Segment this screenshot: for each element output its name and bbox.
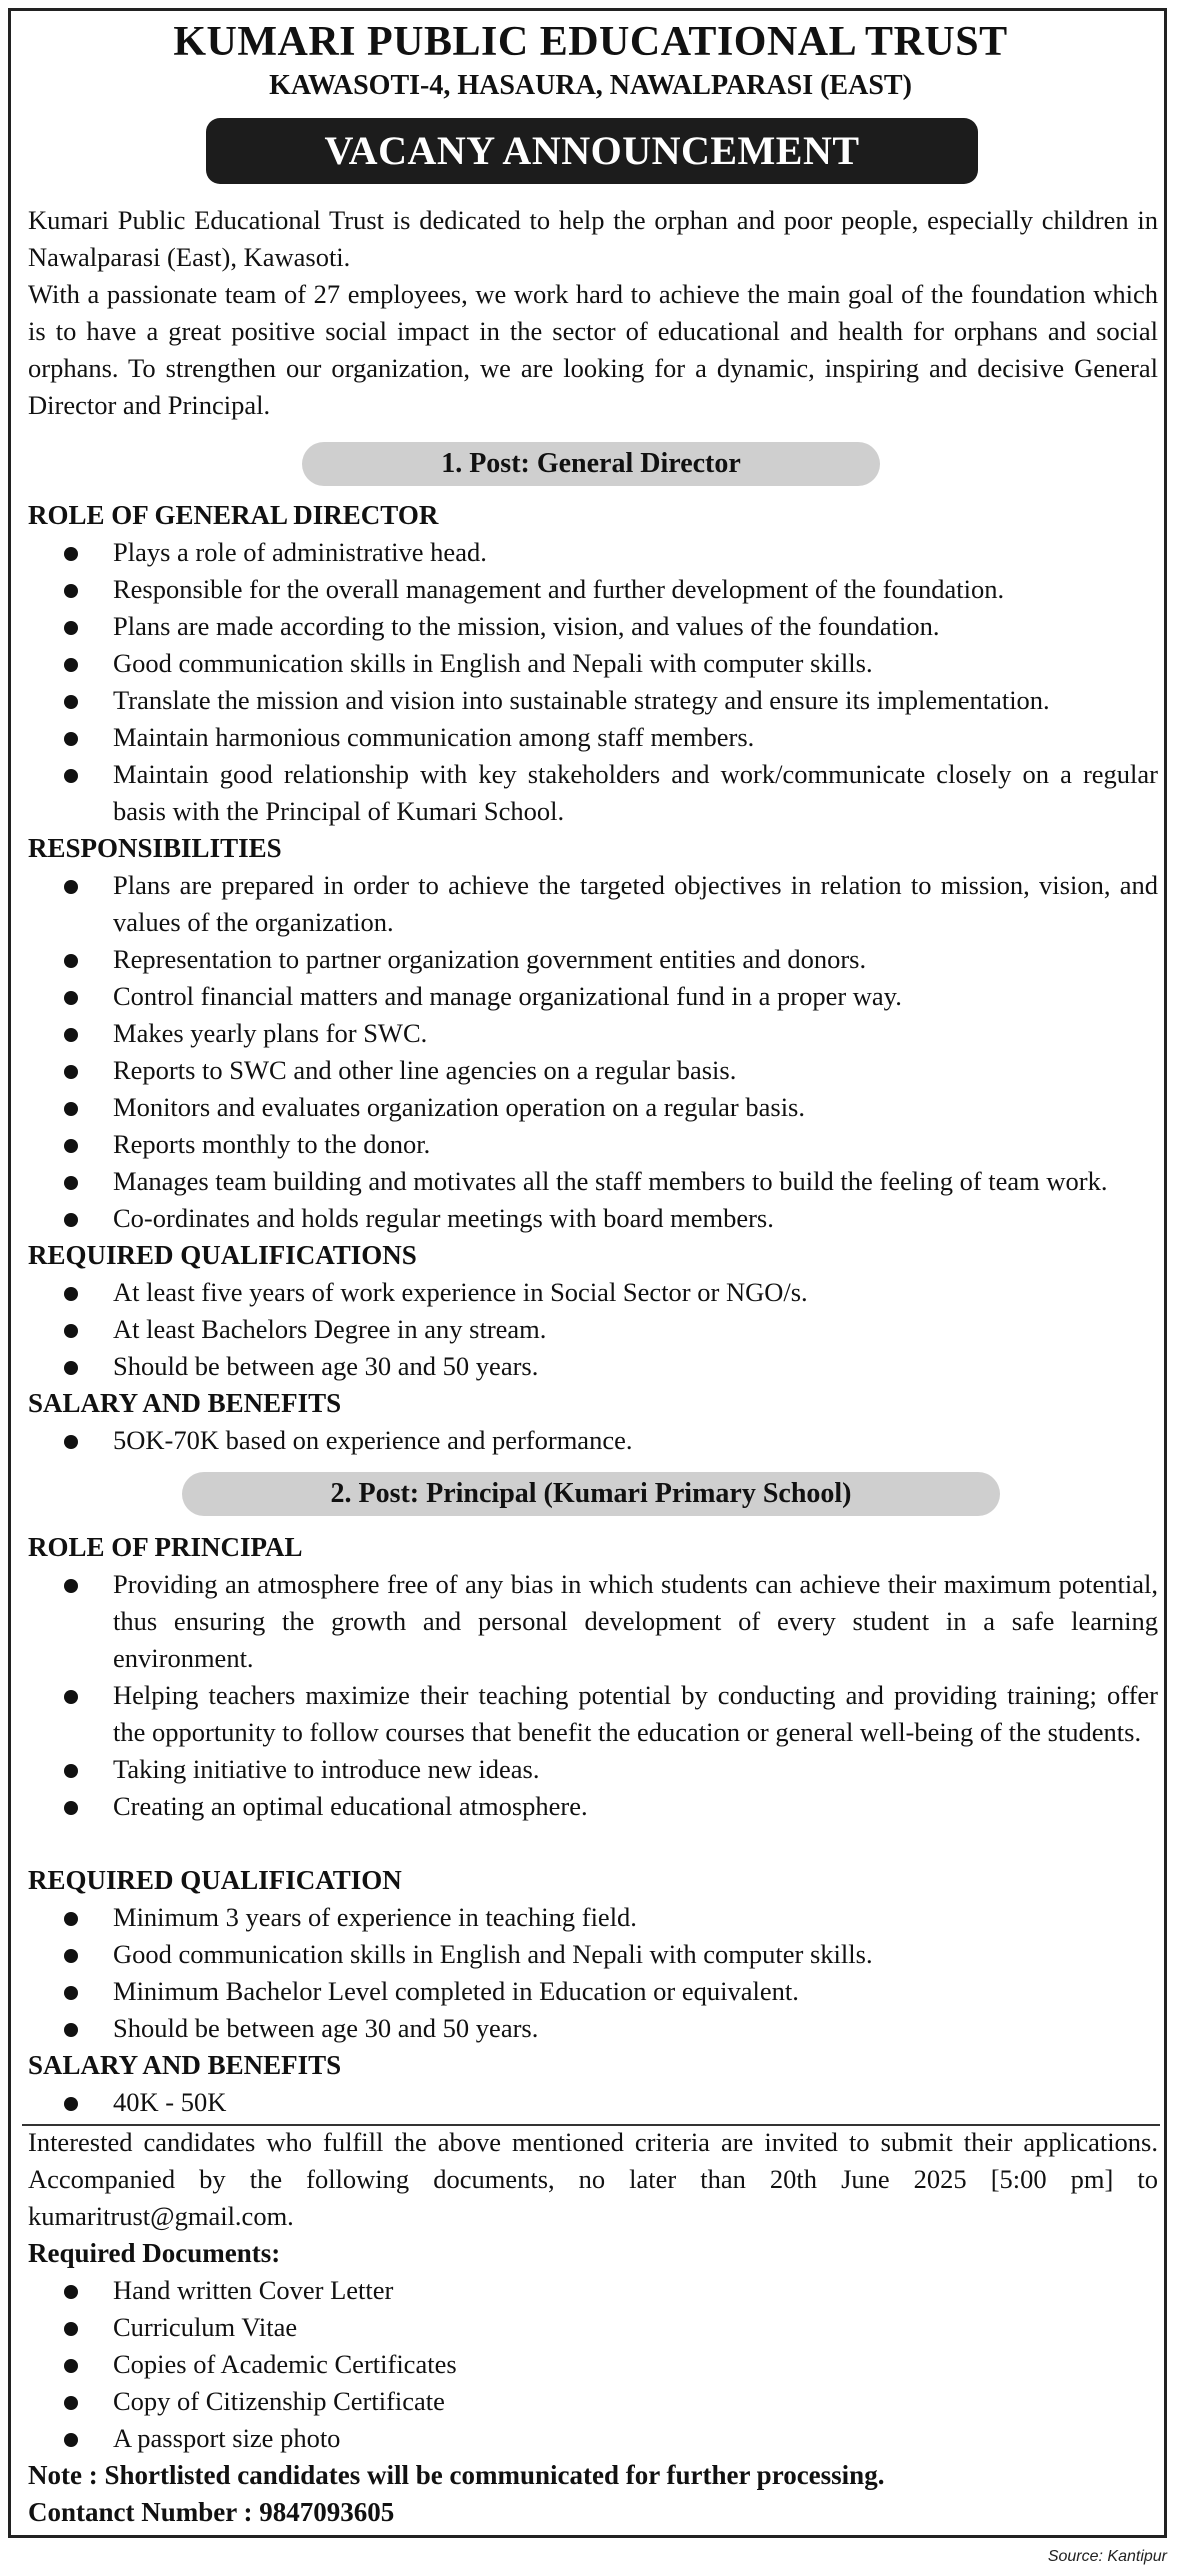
list-item [28,608,1158,645]
list-item [28,978,1158,1015]
salary-principal-list [28,2084,1158,2121]
list-item [28,534,1158,571]
list-item [28,1052,1158,1089]
list-item-text: Makes yearly plans for SWC. [113,1018,428,1048]
salary-gd-list [28,1422,1158,1459]
list-item-text: Good communication skills in English and Nepali with computer skills. [113,1939,873,1969]
qualification-principal-heading: REQUIRED QUALIFICATION [28,1865,402,1895]
bullet-icon [64,1287,78,1301]
bullet-icon [64,2359,78,2373]
list-item [28,2272,1158,2309]
list-item [28,2309,1158,2346]
bullet-icon [64,2097,78,2111]
bullet-icon [64,1579,78,1593]
list-item-text: Copies of Academic Certificates [113,2349,457,2379]
list-item-text: At least five years of work experience in Social Sector or NGO/s. [113,1277,808,1307]
role-principal-list [28,1566,1158,1825]
list-item-text: Hand written Cover Letter [113,2275,394,2305]
list-item-text: Reports to SWC and other line agencies on a regular basis. [113,1055,737,1085]
list-item-text: Good communication skills in English and Nepali with computer skills. [113,648,873,678]
role-gd-heading: ROLE OF GENERAL DIRECTOR [28,500,439,530]
list-item [28,1126,1158,1163]
list-item-text: Plans are made according to the mission, vision, and values of the foundation. [113,611,940,641]
list-item-text: 5OK-70K based on experience and performance. [113,1425,633,1455]
source-credit: Source: Kantipur [1047,2548,1167,2565]
bullet-icon [64,695,78,709]
list-item [28,1788,1158,1825]
bullet-icon [64,2322,78,2336]
bullet-icon [64,1764,78,1778]
role-principal-heading: ROLE OF PRINCIPAL [28,1532,303,1562]
bullet-icon [64,2023,78,2037]
list-item-text: Maintain good relationship with key stakeholders and work/communicate closely on a regular basis with the Principal of Kumari School. [113,759,1158,826]
list-item-text: Creating an optimal educational atmosphere. [113,1791,588,1821]
bullet-icon [64,584,78,598]
list-item-text: Plays a role of administrative head. [113,537,487,567]
bullet-icon [64,1065,78,1079]
bullet-icon [64,1028,78,1042]
list-item [28,2084,1158,2121]
responsibilities-heading: RESPONSIBILITIES [28,833,282,863]
list-item-text: 40K - 50K [113,2087,227,2117]
announcement-banner: VACANY ANNOUNCEMENT [206,118,978,184]
list-item [28,1015,1158,1052]
list-item [28,1566,1158,1677]
application-instructions: Interested candidates who fulfill the above mentioned criteria are invited to submit their applications. Accompanied by the following documents, no later than 20th June 2025 [5:00 pm] to kumaritrust@gmail.com. [28,2127,1158,2231]
list-item [28,1274,1158,1311]
list-item-text: Plans are prepared in order to achieve the targeted objectives in relation to mission, vision, and values of the organization. [113,870,1158,937]
intro-paragraph-1: Kumari Public Educational Trust is dedicated to help the orphan and poor people, especially children in Nawalparasi (East), Kawasoti. [28,205,1158,272]
list-item [28,2420,1158,2457]
list-item-text: Representation to partner organization government entities and donors. [113,944,867,974]
list-item-text: At least Bachelors Degree in any stream. [113,1314,547,1344]
list-item [28,1751,1158,1788]
bullet-icon [64,732,78,746]
bullet-icon [64,991,78,1005]
bullet-icon [64,1801,78,1815]
qualifications-gd-heading: REQUIRED QUALIFICATIONS [28,1240,417,1270]
salary-gd-heading: SALARY AND BENEFITS [28,1388,342,1418]
list-item [28,719,1158,756]
list-item [28,1348,1158,1385]
bullet-icon [64,769,78,783]
bullet-icon [64,621,78,635]
bullet-icon [64,954,78,968]
list-item-text: Translate the mission and vision into sustainable strategy and ensure its implementation. [113,685,1050,715]
bullet-icon [64,1324,78,1338]
list-item-text: Minimum Bachelor Level completed in Education or equivalent. [113,1976,799,2006]
post-2-bar: 2. Post: Principal (Kumari Primary School) [182,1472,1000,1516]
list-item [28,1089,1158,1126]
list-item-text: Should be between age 30 and 50 years. [113,2013,539,2043]
list-item [28,1936,1158,1973]
bullet-icon [64,1949,78,1963]
list-item [28,1899,1158,1936]
list-item [28,2383,1158,2420]
bullet-icon [64,1986,78,2000]
list-item [28,941,1158,978]
documents-heading: Required Documents: [28,2238,281,2268]
organization-title: KUMARI PUBLIC EDUCATIONAL TRUST [173,19,1008,65]
salary-principal-heading: SALARY AND BENEFITS [28,2050,342,2080]
bullet-icon [64,658,78,672]
list-item [28,2010,1158,2047]
bullet-icon [64,1176,78,1190]
list-item-text: Curriculum Vitae [113,2312,298,2342]
role-gd-list [28,534,1158,830]
list-item-text: Helping teachers maximize their teaching potential by conducting and providing training; offer the opportunity to follow courses that benefit the education or general well-being of the students. [113,1680,1158,1747]
list-item-text: Should be between age 30 and 50 years. [113,1351,539,1381]
list-item-text: Reports monthly to the donor. [113,1129,431,1159]
list-item-text: Manages team building and motivates all the staff members to build the feeling of team work. [113,1166,1108,1196]
list-item-text: Taking initiative to introduce new ideas. [113,1754,540,1784]
responsibilities-list [28,867,1158,1237]
bullet-icon [64,2285,78,2299]
contact-number: Contanct Number : 9847093605 [28,2497,395,2527]
list-item [28,1163,1158,1200]
post-1-bar: 1. Post: General Director [302,442,880,486]
qualifications-gd-list [28,1274,1158,1385]
bullet-icon [64,1690,78,1704]
bullet-icon [64,1213,78,1227]
list-item [28,682,1158,719]
list-item-text: Copy of Citizenship Certificate [113,2386,445,2416]
bullet-icon [64,1435,78,1449]
intro-paragraph-2: With a passionate team of 27 employees, we work hard to achieve the main goal of the foundation which is to have a great positive social impact in the sector of educational and health for orphans and social orphans. To strengthen our organization, we are looking for a dynamic, inspiring and decisive General Director and Principal. [28,279,1158,420]
list-item-text: Minimum 3 years of experience in teaching field. [113,1902,637,1932]
bullet-icon [64,547,78,561]
shortlist-note: Note : Shortlisted candidates will be communicated for further processing. [28,2460,885,2490]
organization-address: KAWASOTI-4, HASAURA, NAWALPARASI (EAST) [269,70,912,101]
list-item-text: A passport size photo [113,2423,341,2453]
list-item-text: Maintain harmonious communication among staff members. [113,722,755,752]
list-item-text: Monitors and evaluates organization operation on a regular basis. [113,1092,805,1122]
list-item [28,1311,1158,1348]
bullet-icon [64,1139,78,1153]
bullet-icon [64,880,78,894]
list-item [28,1677,1158,1751]
bullet-icon [64,2396,78,2410]
bullet-icon [64,1361,78,1375]
list-item-text: Providing an atmosphere free of any bias in which students can achieve their maximum potential, thus ensuring the growth and personal development of every student in a safe learning environment. [113,1569,1158,1673]
list-item-text: Co-ordinates and holds regular meetings with board members. [113,1203,774,1233]
documents-list [28,2272,1158,2457]
list-item [28,1422,1158,1459]
list-item-text: Control financial matters and manage organizational fund in a proper way. [113,981,902,1011]
bullet-icon [64,1912,78,1926]
list-item [28,571,1158,608]
list-item [28,2346,1158,2383]
bullet-icon [64,2433,78,2447]
list-item [28,1973,1158,2010]
qualification-principal-list [28,1899,1158,2047]
list-item [28,756,1158,830]
list-item [28,645,1158,682]
list-item [28,867,1158,941]
bullet-icon [64,1102,78,1116]
list-item [28,1200,1158,1237]
list-item-text: Responsible for the overall management and further development of the foundation. [113,574,1005,604]
